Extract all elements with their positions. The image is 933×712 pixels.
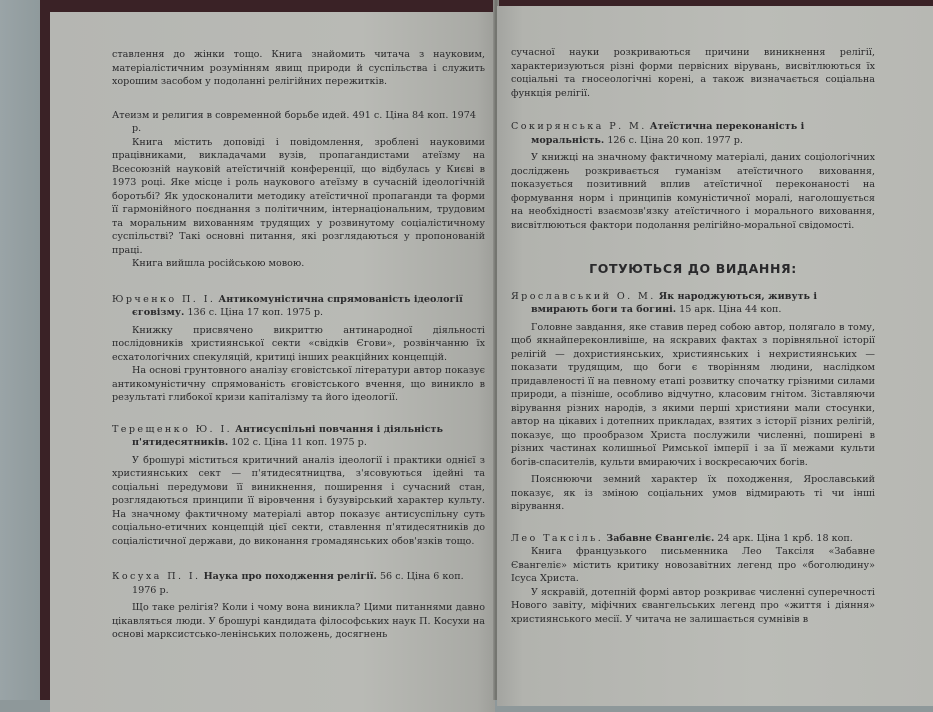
entry-author: Косуха П. І. <box>112 571 201 582</box>
entry-heading <box>511 532 875 546</box>
entry-heading <box>511 290 875 317</box>
entry-details: 491 с. Ціна 84 коп. 1974 р. <box>132 109 476 134</box>
entry-heading <box>112 570 485 597</box>
entry-paragraph: У яскравій, дотепній формі автор розкриває численні суперечності Нового завіту, міфічних євангельських легенд про «життя і діяння» християнського месії. У читача не залишається сумнівів в <box>511 586 875 625</box>
entry-details: 24 арк. Ціна 1 крб. 18 коп. <box>717 532 853 544</box>
entry-heading <box>112 293 485 320</box>
entry-author: Терещенко Ю. І. <box>112 423 233 435</box>
entry-paragraph: Книжку присвячено викриттю антинародної діяльності послідовників християнської секти «свідків Єгови», розвінчанню їх есхатологічних спекуляцій, критиці інших реакційних концепцій. <box>112 324 485 363</box>
entry-author: Ярославський О. М. <box>511 290 656 302</box>
entry-paragraph: На основі грунтовного аналізу єговістської літератури автор показує антикомуністичну спрямованість єговістського вчення, що виникло в результаті глибокої кризи капіталізму та його ідеології. <box>112 365 485 403</box>
left-page <box>50 12 495 712</box>
book-entry <box>112 109 485 271</box>
book-entry <box>112 570 485 642</box>
entry-paragraph: Головне завдання, яке ставив перед собою автор, полягало в тому, щоб якнайпереконливіше, на яскравих фактах з порівняльної історії релігій — дохристиянських, християнських і нехристиянських — показати трудящим, що боги є творінням людини, наслідком придавленості її на певному етапі розвитку спочатку грізними силами природи, а пізніше, особливо відчутно, класовим гнітом. Зіставляючи вірування різних народів, з якими перші християни мали стосунки, автор на цікавих і дотепних прикладах, взятих з історії різних релігій, показує, що прообразом Христа послужили численні, поширені в різних частинах колишньої Римської імперії і за її межами культи богів-спасителів, культи вмираючих і воскресаючих богів. <box>511 321 875 468</box>
entry-paragraph: Пояснюючи земний характер їх походження, Ярославський показує, як із зміною соціальних умов відмирають ті чи інші вірування. <box>511 474 875 512</box>
entry-title: Наука про походження релігії. <box>203 571 377 582</box>
section-title: ГОТУЮТЬСЯ ДО ВИДАННЯ: <box>589 261 797 276</box>
left-column <box>112 48 485 642</box>
entry-heading <box>112 423 485 450</box>
entry-title: Атеїстична переконаність і моральність. <box>531 121 805 146</box>
entry-paragraph: Книга французького письменника Лео Таксіля «Забавне Євангеліє» містить критику новозавітних легенд про «боголюдину» Ісуса Христа. <box>511 546 875 584</box>
entry-paragraph: У брошурі міститься критичний аналіз ідеології і практики однієї з християнських сект — п'ятидесятництва, з'ясовуються ідейні та соціальні передумови її виникнення, поширення і сучасний стан, розглядаються принципи її віровчення і бузувірський характер культу. На значному фактичному матеріалі автор показує антисуспільну суть соціально-етичних концепцій цієї секти, ставлення п'ятидесятників до соціалістичної держави, до виконання громадянських обов'язків тощо. <box>112 454 485 547</box>
entry-title: Атеизм и религия в современной борьбе идей. <box>112 109 350 121</box>
entry-details: 136 с. Ціна 17 коп. 1975 р. <box>187 307 324 318</box>
continuation-paragraph: сучасної науки розкриваються причини виникнення релігії, характеризуються різні форми первісних вірувань, висвітлюються їх соціальні та гносеологічні корені, а також визначається соціальна функція релігії. <box>511 47 875 99</box>
intro-paragraph: ставлення до жінки тощо. Книга знайомить читача з науковим, матеріалістичним розумінням явищ природи й суспільства і служить хорошим засобом у подоланні релігійних пережитків. <box>112 49 485 87</box>
book-entry <box>112 423 485 549</box>
right-page <box>497 6 933 706</box>
entry-details: 56 с. Ціна 6 коп. 1976 р. <box>132 571 464 596</box>
upcoming-entry <box>511 290 875 514</box>
book-entry <box>511 120 875 232</box>
entry-paragraph: Книга містить доповіді і повідомлення, зроблені науковими працівниками, викладачами вузів, пропагандистами атеїзму на Всесоюзній науковій атеїстичній конференції, що відбулась у Києві в 1973 році. Яке місце і роль наукового атеїзму в сучасній ідеологічній боротьбі? Як удосконалити методику атеїстичної пропаганди та форми її гармонійного поєднання з політичним, інтернаціональним, трудовим та моральним вихованням трудящих у розвинутому соціалістичному суспільстві? Такі основні питання, які розглядаються у пропонованій праці. <box>112 136 485 256</box>
entry-paragraph: Книга вийшла російською мовою. <box>132 258 305 269</box>
entry-paragraph: У книжці на значному фактичному матеріалі, даних соціологічних досліджень розкривається гуманізм атеїстичного виховання, показується позитивний вплив атеїстичної переконаності на формування норм і принципів комуністичної моралі, наголошується на необхідності взаємозв'язку атеїстичного і морального виховання, висвітлюються фактори подолання релігійно-моральної свідомості. <box>511 152 875 231</box>
entry-heading <box>112 109 485 136</box>
entry-details: 15 арк. Ціна 44 коп. <box>679 304 782 315</box>
right-column <box>511 46 875 626</box>
upcoming-entry <box>511 532 875 627</box>
book-entry <box>112 293 485 405</box>
entry-title: Забавне Євангеліє. <box>606 532 715 544</box>
entry-paragraph: Що таке релігія? Коли і чому вона виникла? Цими питаннями давно цікавляться люди. У брошурі кандидата філософських наук П. Косухи на основі марксистсько-ленінських положень, досягнень <box>112 602 485 640</box>
entry-title: Антикомуністична спрямованість ідеології єговізму. <box>132 293 463 318</box>
entry-author: Юрченко П. І. <box>112 293 216 305</box>
entry-heading <box>511 120 875 147</box>
entry-details: 126 с. Ціна 20 коп. 1977 р. <box>607 134 743 146</box>
entry-details: 102 с. Ціна 11 коп. 1975 р. <box>231 437 367 448</box>
entry-author: Сокирянська Р. М. <box>511 121 647 132</box>
entry-title: Як народжуються, живуть і вмирають боги та богині. <box>531 290 818 315</box>
entry-title: Антисуспільні повчання і діяльність п'ятидесятників. <box>132 423 443 448</box>
entry-author: Лео Таксіль. <box>511 532 604 544</box>
